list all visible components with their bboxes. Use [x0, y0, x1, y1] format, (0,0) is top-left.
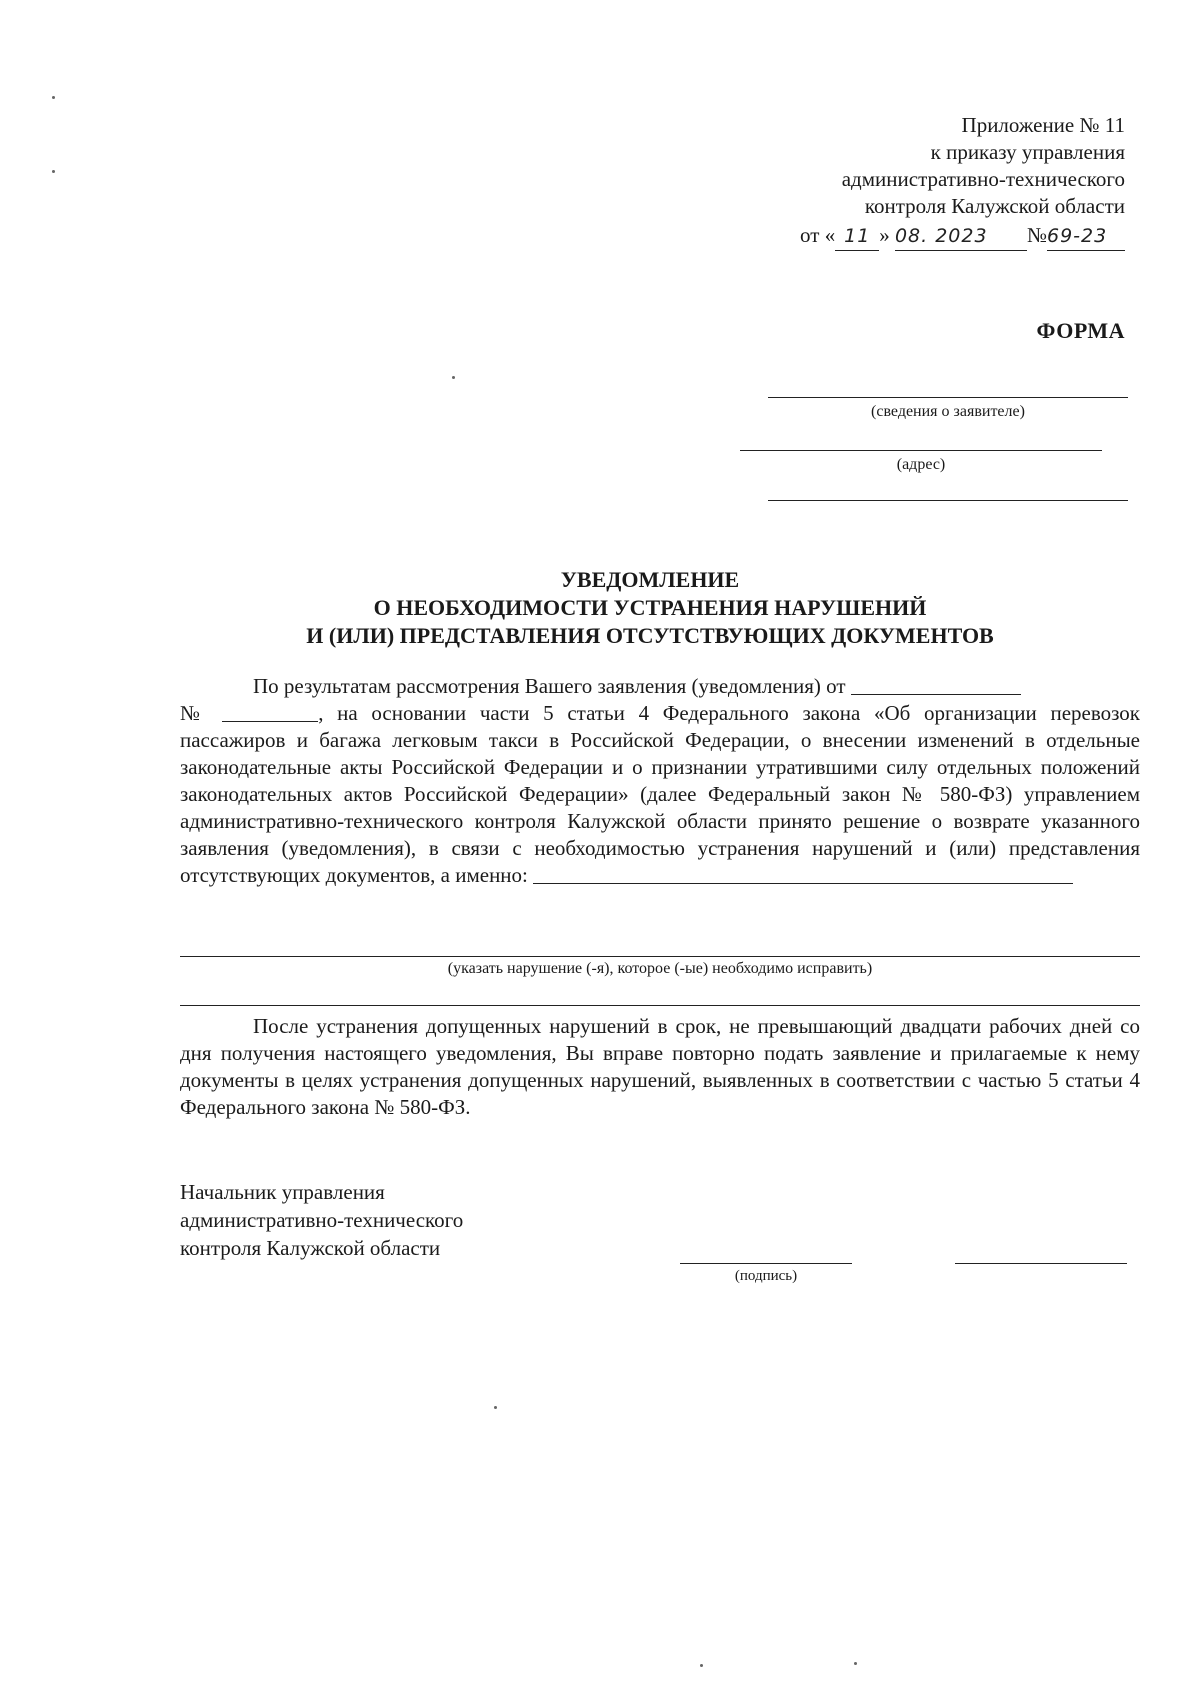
applicant-info-line[interactable]: [768, 397, 1128, 398]
application-date-field[interactable]: [851, 674, 1021, 695]
signatory-position: Начальник управления административно-технического контроля Калужской области: [180, 1180, 464, 1260]
order-number-handwritten: 69-23: [1047, 223, 1125, 251]
violations-caption: (указать нарушение (-я), которое (-ые) необходимо исправить): [447, 960, 873, 977]
order-date-handwritten: 08. 2023: [895, 223, 1027, 251]
scan-speck: [52, 96, 55, 99]
applicant-address-line-1[interactable]: [740, 450, 1102, 451]
order-day-handwritten: 11: [835, 223, 879, 251]
order-department: административно-технического: [841, 167, 1125, 191]
applicant-info-caption: (сведения о заявителе): [871, 403, 1025, 420]
notice-title: УВЕДОМЛЕНИЕ О НЕОБХОДИМОСТИ УСТРАНЕНИЯ НАРУШЕНИЙ И (ИЛИ) ПРЕДСТАВЛЕНИЯ ОТСУТСТВУЮЩИХ ДОКУМЕНТОВ: [306, 567, 994, 648]
scan-speck: [52, 170, 55, 173]
violations-field-inline[interactable]: [533, 863, 1073, 884]
order-date-number: от « 11 » 08. 2023 №69-23: [605, 222, 1125, 251]
order-region: контроля Калужской области: [864, 194, 1125, 218]
appendix-number: Приложение № 11: [961, 113, 1125, 137]
application-number-field[interactable]: [222, 701, 318, 722]
violations-field-line-1[interactable]: [180, 956, 1140, 957]
scan-speck: [700, 1664, 703, 1667]
order-reference: к приказу управления: [930, 140, 1125, 164]
scan-speck: [854, 1662, 857, 1665]
signature-name-line[interactable]: [955, 1263, 1127, 1264]
form-label: ФОРМА: [1036, 318, 1125, 343]
appendix-header: [605, 112, 1125, 251]
signature-caption: (подпись): [734, 1268, 798, 1284]
violations-field-line-2[interactable]: [180, 1005, 1140, 1006]
notice-body-paragraph-1: По результатам рассмотрения Вашего заявления (уведомления) от № , на основании части 5 статьи 4 Федерального закона «Об организации перевозок пассажиров и багажа легковым такси в Российской Федерации, о внесении изменений в отдельные законодательные акты Российской Федерации и о признании утратившими силу отдельных положений законодательных актов Российской Федерации» (далее Федеральный закон № 580-ФЗ) управлением административно-технического контроля Калужской области принято решение о возврате указанного заявления (уведомления), в связи с необходимостью устранения нарушений и (или) представления отсутствующих документов, а именно:: [180, 674, 1140, 887]
applicant-address-caption: (адрес): [896, 456, 946, 473]
scan-speck: [494, 1406, 497, 1409]
signature-line[interactable]: [680, 1263, 852, 1264]
scan-speck: [452, 376, 455, 379]
applicant-address-line-2[interactable]: [768, 500, 1128, 501]
notice-body-paragraph-2: После устранения допущенных нарушений в срок, не превышающий двадцати рабочих дней со дня получения настоящего уведомления, Вы вправе повторно подать заявление и прилагаемые к нему документы в целях устранения допущенных нарушений, выявленных в соответствии с частью 5 статьи 4 Федерального закона № 580-ФЗ.: [180, 1014, 1140, 1119]
